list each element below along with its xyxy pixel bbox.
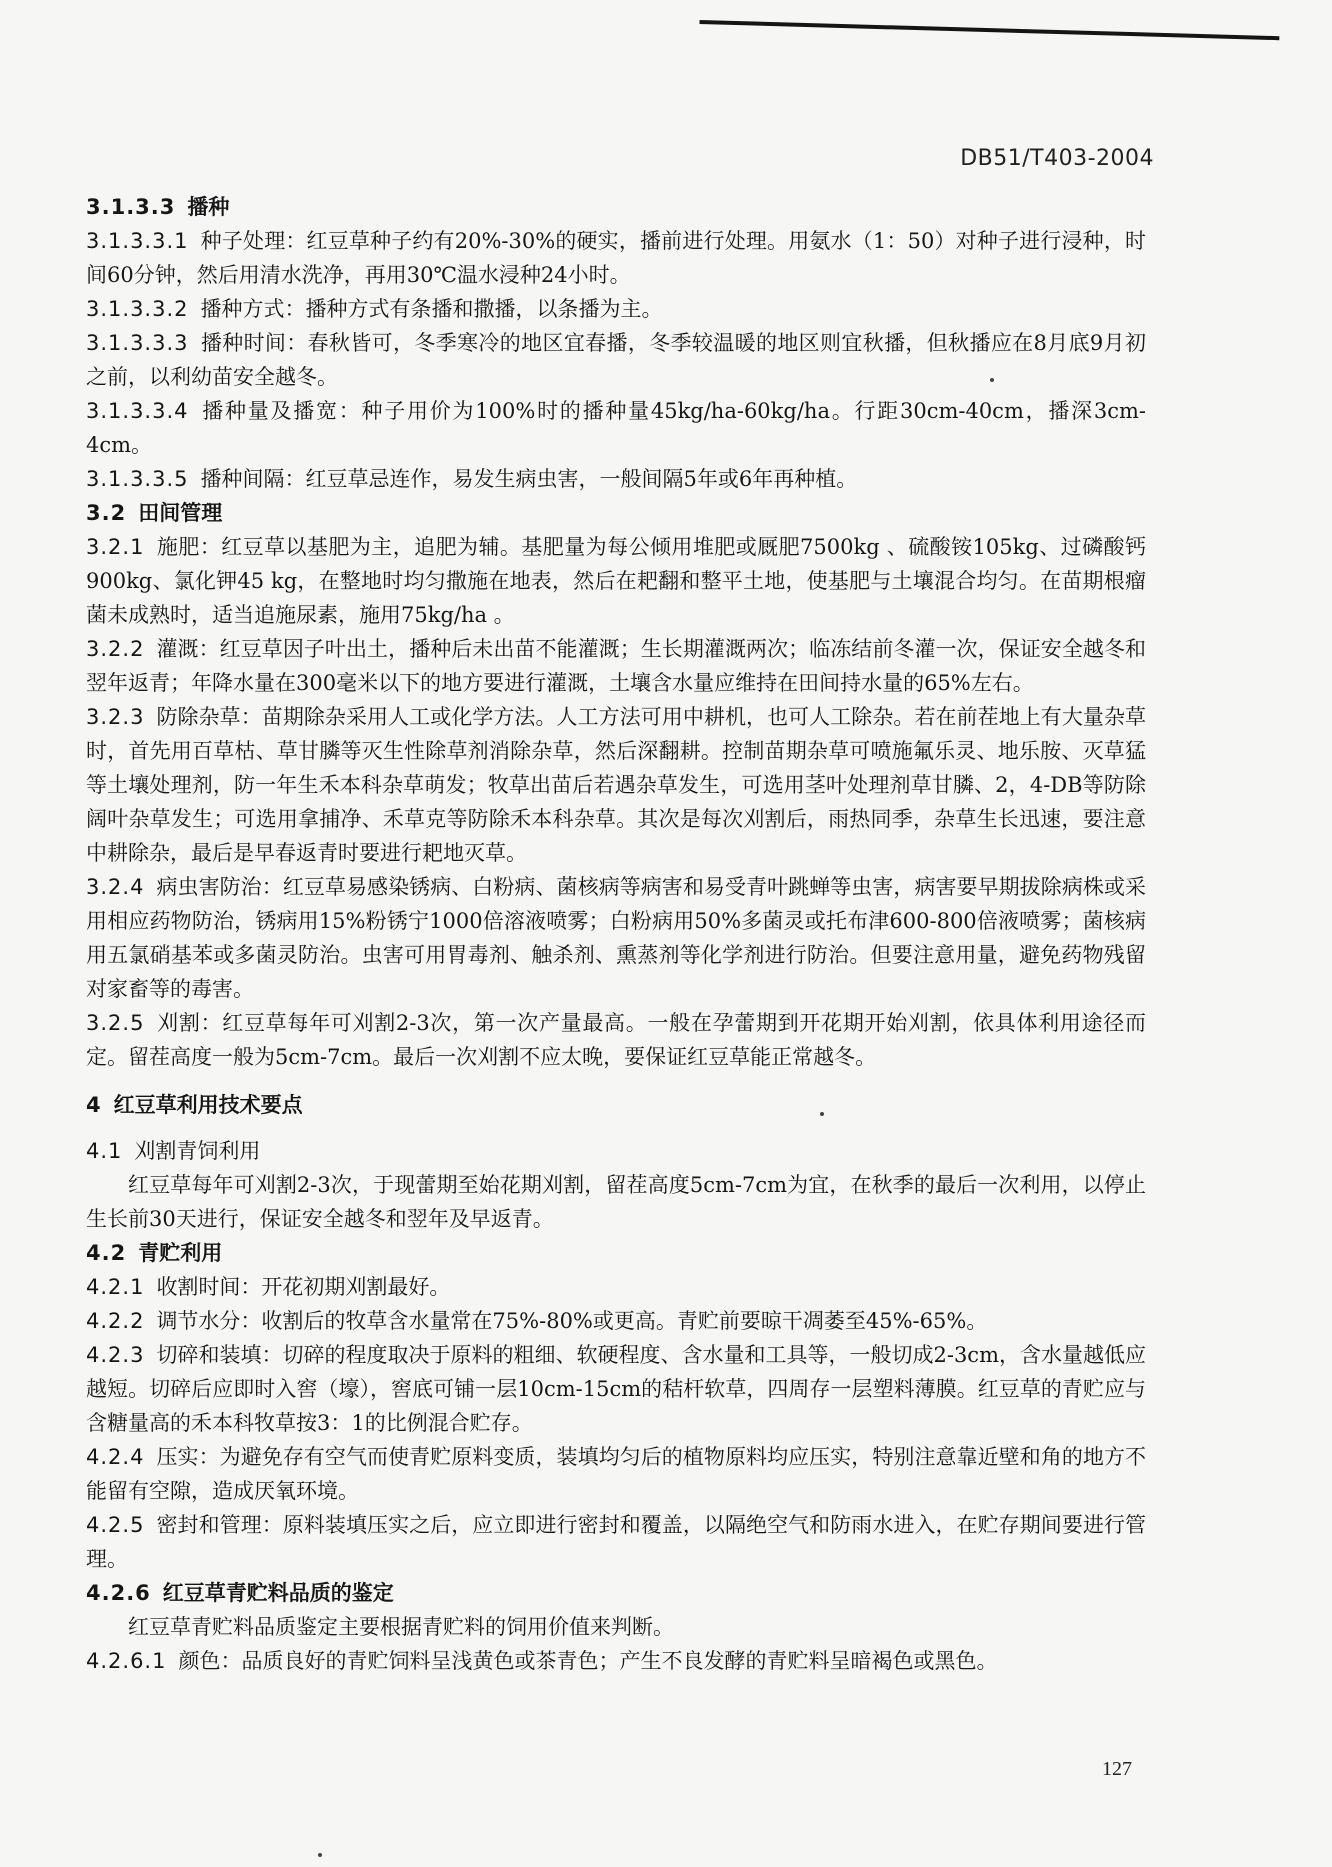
clause-number: 4.2.6 [86,1581,151,1605]
clause-number: 4.2.2 [86,1309,145,1333]
paragraph-text: 刈割青饲利用 [134,1139,261,1163]
paragraph [86,1006,1146,1074]
paragraph-text: 防除杂草：苗期除杂采用人工或化学方法。人工方法可用中耕机，也可人工除杂。若在前茬地上有大量杂草时，首先用百草枯、草甘膦等灭生性除草剂消除杂草，然后深翻耕。控制苗期杂草可喷施氟乐灵、地乐胺、灭草猛等土壤处理剂，防一年生禾本科杂草萌发；牧草出苗后若遇杂草发生，可选用茎叶处理剂草甘膦、2，4-DB等防除阔叶杂草发生；可选用拿捕净、禾草克等防除禾本科杂草。其次是每次刈割后，雨热同季，杂草生长迅速，要注意中耕除杂，最后是早春返青时要进行耙地灭草。 [86,705,1146,865]
paragraph [86,1610,1146,1644]
heading-text: 田间管理 [138,501,223,525]
clause-number: 3.2.1 [86,535,145,559]
paragraph-text: 播种方式：播种方式有条播和撒播，以条播为主。 [200,297,663,321]
clause-number: 3.1.3.3.5 [86,467,189,491]
paragraph-text: 播种时间：春秋皆可，冬季寒冷的地区宜春播，冬季较温暖的地区则宜秋播，但秋播应在8月底9月初之前，以利幼苗安全越冬。 [86,331,1146,389]
scan-edge-line [699,6,1279,40]
clause-number: 3.2.2 [86,637,145,661]
paragraph [86,1508,1146,1576]
page-number: 127 [1102,1758,1132,1780]
scan-speck [820,1112,824,1116]
paragraph-text: 病虫害防治：红豆草易感染锈病、白粉病、菌核病等病害和易受青叶跳蝉等虫害，病害要早期拔除病株或采用相应药物防治，锈病用15%粉锈宁1000倍溶液喷雾；白粉病用50%多菌灵或托布津600-800倍液喷雾；菌核病用五氯硝基苯或多菌灵防治。虫害可用胃毒剂、触杀剂、熏蒸剂等化学剂进行防治。但要注意用量，避免药物残留对家畜等的毒害。 [86,875,1146,1001]
clause-number: 4.2.5 [86,1513,145,1537]
clause-number: 4.2 [86,1241,127,1265]
clause-number: 4 [86,1093,102,1117]
paragraph [86,1270,1146,1304]
clause-number: 4.2.3 [86,1343,145,1367]
paragraph-text: 收割时间：开花初期刈割最好。 [156,1275,451,1299]
paragraph-text: 压实：为避免存有空气而使青贮原料变质，装填均匀后的植物原料均应压实，特别注意靠近壁和角的地方不能留有空隙，造成厌氧环境。 [86,1445,1146,1503]
clause-number: 3.1.3.3.3 [86,331,189,355]
paragraph [86,292,1146,326]
paragraph-text: 播种量及播宽：种子用价为100%时的播种量45kg/ha-60kg/ha。行距30cm-40cm，播深3cm-4cm。 [86,399,1146,457]
paragraph [86,530,1146,632]
paragraph [86,394,1146,462]
paragraph [86,1168,1146,1236]
clause-number: 4.2.6.1 [86,1649,167,1673]
paragraph-text: 红豆草青贮料品质鉴定主要根据青贮料的饲用价值来判断。 [128,1615,674,1639]
heading-text: 青贮利用 [138,1241,223,1265]
paragraph-text: 灌溉：红豆草因子叶出土，播种后未出苗不能灌溉；生长期灌溉两次；临冻结前冬灌一次，保证安全越冬和翌年返青；年降水量在300毫米以下的地方要进行灌溉，土壤含水量应维持在田间持水量的65%左右。 [86,637,1146,695]
paragraph-text: 施肥：红豆草以基肥为主，追肥为辅。基肥量为每公倾用堆肥或厩肥7500kg 、硫酸铵105kg、过磷酸钙900kg、氯化钾45 kg，在整地时均匀撒施在地表，然后在耙翻和整平土地，使基肥与土壤混合均匀。在苗期根瘤菌未成熟时，适当追施尿素，施用75kg/ha 。 [86,535,1146,627]
paragraph [86,870,1146,1006]
clause-number: 3.1.3.3.4 [86,399,189,423]
paragraph [86,1440,1146,1508]
document-body [86,190,1146,1678]
clause-number: 3.1.3.3.1 [86,229,189,253]
clause-number: 3.1.3.3.2 [86,297,189,321]
heading-text: 播种 [187,195,230,219]
heading-text: 红豆草青贮料品质的鉴定 [162,1581,394,1605]
paragraph-text: 红豆草每年可刈割2-3次，于现蕾期至始花期刈割，留茬高度5cm-7cm为宜，在秋季的最后一次利用，以停止生长前30天进行，保证安全越冬和翌年及早返青。 [86,1173,1146,1231]
section-heading [86,190,1146,224]
section-heading [86,1088,1146,1122]
clause-number: 3.2.3 [86,705,145,729]
paragraph-text: 播种间隔：红豆草忌连作，易发生病虫害，一般间隔5年或6年再种植。 [200,467,858,491]
paragraph [86,224,1146,292]
section-heading [86,496,1146,530]
document-id: DB51/T403-2004 [960,146,1154,171]
section-heading [86,1236,1146,1270]
paragraph-text: 切碎和装填：切碎的程度取决于原料的粗细、软硬程度、含水量和工具等，一般切成2-3cm，含水量越低应越短。切碎后应即时入窖（壕），窖底可铺一层10cm-15cm的秸杆软草，四周存一层塑料薄膜。红豆草的青贮应与含糖量高的禾本科牧草按3：1的比例混合贮存。 [86,1343,1146,1435]
clause-number: 3.1.3.3 [86,195,176,219]
paragraph-text: 刈割：红豆草每年可刈割2-3次，第一次产量最高。一般在孕蕾期到开花期开始刈割，依具体利用途径而定。留茬高度一般为5cm-7cm。最后一次刈割不应太晚，要保证红豆草能正常越冬。 [86,1011,1146,1069]
paragraph [86,1338,1146,1440]
clause-number: 4.2.1 [86,1275,145,1299]
heading-text: 红豆草利用技术要点 [113,1093,303,1117]
clause-number: 3.2 [86,501,127,525]
paragraph [86,1644,1146,1678]
scan-speck [990,378,994,382]
clause-number: 3.2.5 [86,1011,145,1035]
paragraph-text: 密封和管理：原料装填压实之后，应立即进行密封和覆盖，以隔绝空气和防雨水进入，在贮存期间要进行管理。 [86,1513,1146,1571]
clause-number: 4.1 [86,1139,123,1163]
paragraph [86,462,1146,496]
paragraph [86,326,1146,394]
paragraph [86,1134,1146,1168]
paragraph-text: 种子处理：红豆草种子约有20%-30%的硬实，播前进行处理。用氨水（1：50）对种子进行浸种，时间60分钟，然后用清水洗净，再用30℃温水浸种24小时。 [86,229,1146,287]
paragraph-text: 调节水分：收割后的牧草含水量常在75%-80%或更高。青贮前要晾干凋萎至45%-65%。 [156,1309,988,1333]
clause-number: 3.2.4 [86,875,145,899]
section-heading [86,1576,1146,1610]
paragraph [86,1304,1146,1338]
paragraph [86,700,1146,870]
clause-number: 4.2.4 [86,1445,145,1469]
paragraph-text: 颜色：品质良好的青贮饲料呈浅黄色或茶青色；产生不良发酵的青贮料呈暗褐色或黑色。 [178,1649,998,1673]
scan-speck [318,1853,322,1857]
paragraph [86,632,1146,700]
